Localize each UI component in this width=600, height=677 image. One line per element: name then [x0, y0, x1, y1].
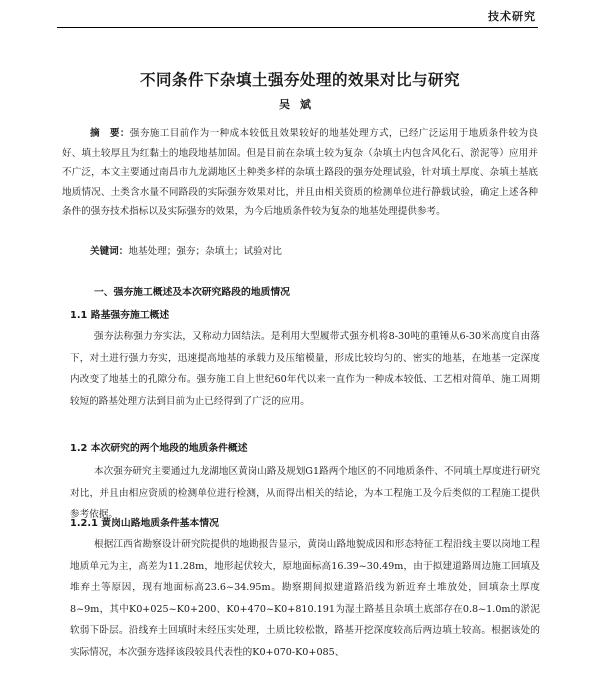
keywords	[90, 243, 530, 257]
section-heading-1-1: 1.1 路基强夯施工概述	[70, 310, 170, 321]
keywords-label: 关键词：	[90, 246, 129, 257]
section-heading-1-2-1: 1.2.1 黄岗山路地质条件基本情况	[70, 518, 219, 529]
section-body-1-2-1: 根据江西省勘察设计研究院提供的地勘报告显示，黄岗山路地貌成因和形态特征工程沿线主要以岗地工程地质单元为主，高差为11.28m，地形起伏较大，原地面标高16.39~30.49m，由于拟建道路周边施工回填及堆弃土等原因，现有地面标高23.6~34.95m。勘察期间拟建道路沿线为新近弃土堆放处，回填杂土厚度8~9m，其中K0+025~K0+200、K0+470~K0+810.191为湿土路基且杂填土底部存在0.8~1.0m的淤泥软弱下卧层。沿线弃土回填时未经压实处理，土质比较松散，路基开挖深度较高后两边填土较高。根据该处的实际情况，本次强夯选择该段较具代表性的K0+070-K0+085、	[70, 539, 540, 658]
keywords-text: 地基处理；强夯；杂填土；试验对比	[128, 246, 282, 257]
section-body-1-1: 强夯法称强力夯实法，又称动力固结法。是利用大型履带式强夯机将8-30吨的重锤从6-30米高度自由落下，对土进行强力夯实，迅速提高地基的承载力及压缩模量，形成比较均匀的、密实的地基，在地基一定深度内改变了地基土的孔隙分布。强夯施工自上世纪60年代以来一直作为一种成本较低、工艺相对简单、施工周期较短的路基处理方法到目前为止已经得到了广泛的应用。	[70, 331, 540, 407]
article-title: 不同条件下杂填土强夯处理的效果对比与研究	[139, 71, 460, 90]
section-body-1-2: 本次强夯研究主要通过九龙湖地区黄岗山路及规划G1路两个地区的不同地质条件、不同填土厚度进行研究对比，并且由相应资质的检测单位进行检测，从而得出相关的结论，为本工程施工及今后类似的工程施工提供参考依据。	[70, 466, 540, 520]
abstract-text: 强夯施工目前作为一种成本较低且效果较好的地基处理方式，已经广泛运用于地质条件较为良好、填土较厚且为红黏土的地段地基加固。但是目前在杂填土较为复杂（杂填土内包含风化石、淤泥等）应用并不广泛，本文主要通过南昌市九龙湖地区土种类多样的杂填土路段的强夯处理试验，针对填土厚度、杂填土基底地质情况、土类含水量不同路段的实际强夯效果对比，并且由相关资质的检测单位进行静载试验，确定上述各种条件的强夯技术指标以及实际强夯的效果，为今后地质条件较为复杂的地基处理提供参考。	[62, 128, 539, 218]
abstract-label: 摘 要：	[90, 128, 130, 139]
article-author: 吴斌	[279, 98, 321, 111]
section-heading-1-2: 1.2 本次研究的两个地段的地质条件概述	[70, 443, 248, 454]
abstract	[62, 124, 538, 222]
header-rule	[57, 27, 538, 28]
column-label: 技术研究	[488, 10, 536, 23]
section-heading-1: 一、强夯施工概述及本次研究路段的地质情况	[94, 287, 290, 298]
